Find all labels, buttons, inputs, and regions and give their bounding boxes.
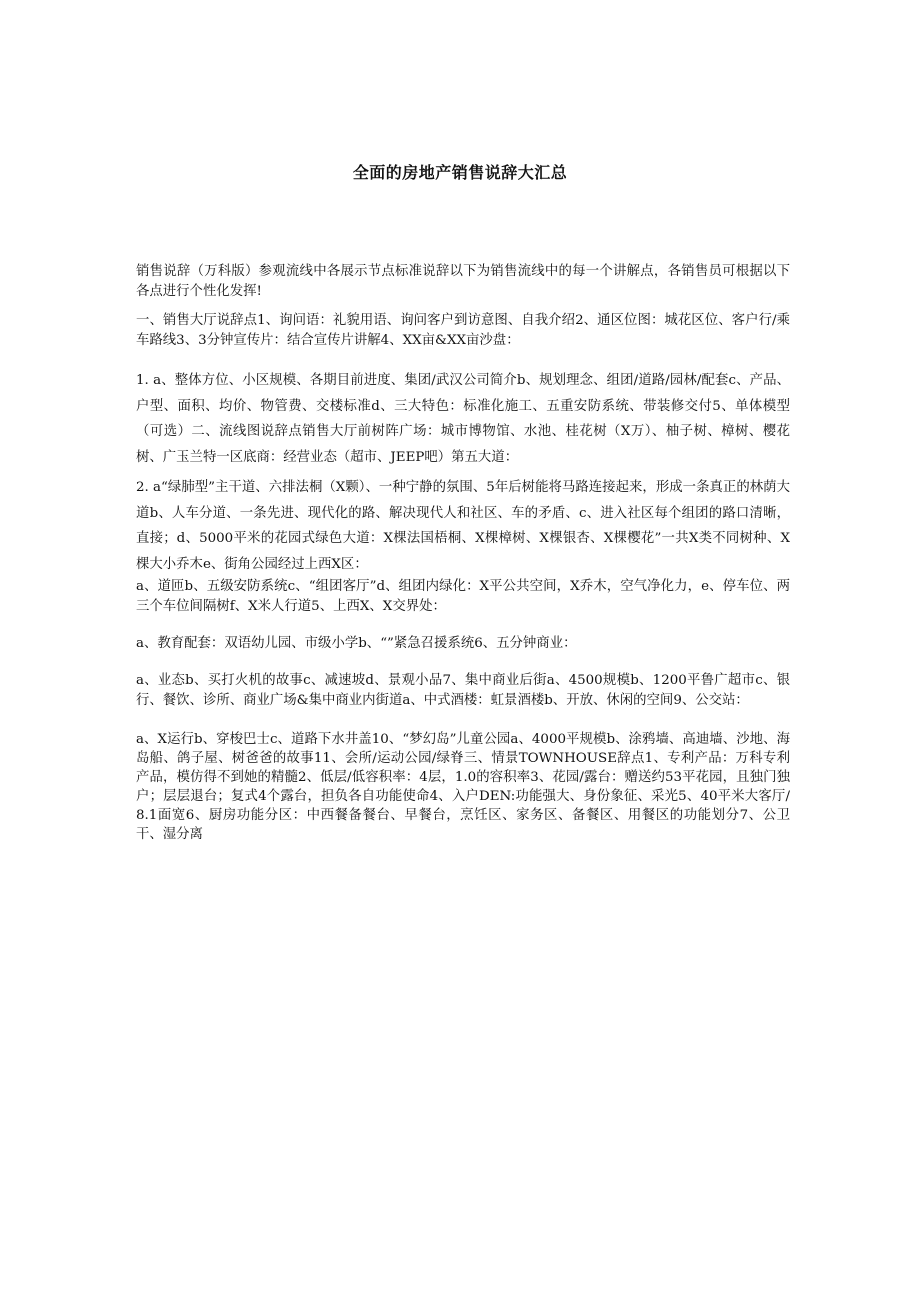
paragraph-security: a、道匝b、五级安防系统c、“组团客厅”d、组团内绿化：X平公共空间，X乔木，空气净化力，e、停车位、两三个车位间隔树f、X米人行道5、上西X、X交界处： xyxy=(136,579,790,614)
paragraph-education: a、教育配套：双语幼儿园、市级小学b、“”紧急召援系统6、五分钟商业： xyxy=(136,636,577,651)
paragraph-point-1: 1. a、整体方位、小区规模、各期目前进度、集团/武汉公司简介b、规划理念、组团/道路/园林/配套c、产品、户型、面积、均价、物管费、交楼标准d、三大特色：标准化施工、五重安防系统、带装修交付5、单体模型（可选）二、流线图说辞点销售大厅前树阵广场：城市博物馆、水池、桂花树（X万）、柚子树、樟树、樱花树、广玉兰特一区底商：经营业态（超市、JEEP吧）第五大道： xyxy=(136,373,790,465)
paragraph-point-2: 2. a“绿肺型”主干道、六排法桐（X颗）、一种宁静的氛围、5年后树能将马路连接起来，形成一条真正的林荫大道b、人车分道、一条先进、现代化的路、解决现代人和社区、车的矛盾、c、进入社区每个组团的路口清晰，直接；d、5000平米的花园式绿色大道：X棵法国梧桐、X棵樟树、X棵银杏、X棵樱花”一共X类不同树种、X棵大小乔木e、街角公园经过上西X区： xyxy=(136,480,790,572)
paragraph-commerce: a、业态b、买打火机的故事c、减速坡d、景观小品7、集中商业后街a、4500规模b、1200平鲁广超市c、银行、餐饮、诊所、商业广场&集中商业内街道a、中式酒楼：虹景酒楼b、开放、休闲的空间9、公交站： xyxy=(136,673,790,708)
paragraph-intro: 销售说辞（万科版）参观流线中各展示节点标准说辞以下为销售流线中的每一个讲解点，各销售员可根据以下各点进行个性化发挥! xyxy=(136,264,790,299)
document-title: 全面的房地产销售说辞大汇总 xyxy=(352,163,568,182)
paragraph-transit-townhouse: a、X运行b、穿梭巴士c、道路下水井盖10、“梦幻岛”儿童公园a、4000平规模b、涂鸦墙、高迪墙、沙地、海岛船、鸽子屋、树爸爸的故事11、会所/运动公园/绿脊三、情景TOWNHOUSE辞点1、专利产品：万科专利产品，模仿得不到她的精髓2、低层/低容积率：4层，1.0的容积率3、花园/露台：赠送约53平花园，且独门独户；层层退台；复式4个露台，担负各自功能使命4、入户DEN:功能强大、身份象征、采光5、40平米大客厅/8.1面宽6、厨房功能分区：中西餐备餐台、早餐台，烹饪区、家务区、备餐区、用餐区的功能划分7、公卫干、湿分离 xyxy=(136,732,790,842)
paragraph-sales-hall: 一、销售大厅说辞点1、询问语：礼貌用语、询问客户到访意图、自我介绍2、通区位图：城花区位、客户行/乘车路线3、3分钟宣传片：结合宣传片讲解4、XX亩&XX亩沙盘： xyxy=(136,313,790,348)
document-body xyxy=(136,262,790,844)
